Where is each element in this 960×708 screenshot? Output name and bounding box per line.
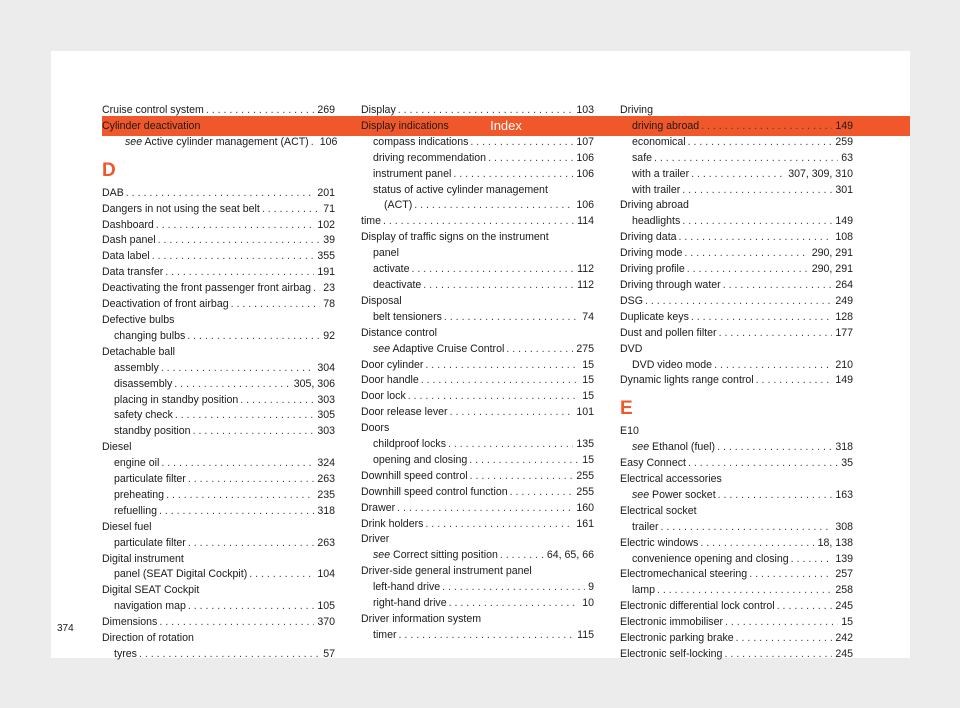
index-entry: assembly . . . 304	[102, 361, 335, 377]
index-entry: see Power socket . . . 163	[620, 488, 853, 504]
index-heading: Digital SEAT Cockpit	[102, 584, 200, 597]
index-entry: Door lock . . . 15	[361, 389, 594, 405]
index-entry: convenience opening and closing . . . 139	[620, 552, 853, 568]
index-entry: particulate filter . . . 263	[102, 536, 335, 552]
index-entry: Downhill speed control . . . 255	[361, 469, 594, 485]
index-entry: Electronic self-locking . . . 245	[620, 647, 853, 663]
index-entry: navigation map . . . 105	[102, 599, 335, 615]
index-entry: panel (SEAT Digital Cockpit) . . . 104	[102, 567, 335, 583]
index-entry: see Adaptive Cruise Control . . . 275	[361, 342, 594, 358]
index-entry: instrument panel . . . 106	[361, 167, 594, 183]
index-entry: DVD video mode . . . 210	[620, 358, 853, 374]
index-heading: Doors	[361, 422, 390, 435]
index-heading: Electrical socket	[620, 504, 697, 517]
index-entry: Electromechanical steering . . . 257	[620, 567, 853, 583]
index-heading: Defective bulbs	[102, 313, 175, 326]
index-entry: standby position . . . 303	[102, 424, 335, 440]
index-entry: placing in standby position . . . 303	[102, 393, 335, 409]
index-entry: disassembly . . . 305, 306	[102, 377, 335, 393]
index-entry: Electronic differential lock control . . . 245	[620, 599, 853, 615]
index-entry: lamp . . . 258	[620, 583, 853, 599]
index-entry: Data transfer . . . 191	[102, 265, 335, 281]
index-entry: Data label . . . 355	[102, 249, 335, 265]
index-heading: Driver-side general instrument panel	[361, 565, 532, 578]
index-entry: left-hand drive . . . 9	[361, 580, 594, 596]
index-entry: Cruise control system . . . 269	[102, 103, 335, 119]
index-entry: particulate filter . . . 263	[102, 472, 335, 488]
index-entry: Easy Connect . . . 35	[620, 456, 853, 472]
index-entry: driving recommendation . . . 106	[361, 151, 594, 167]
index-heading: Driving	[620, 104, 653, 116]
index-entry: childproof locks . . . 135	[361, 437, 594, 453]
index-heading: Detachable ball	[102, 345, 176, 358]
index-entry: Electronic parking brake . . . 242	[620, 631, 853, 647]
index-heading: DVD	[620, 342, 643, 355]
index-entry: trailer . . . 308	[620, 520, 853, 536]
index-entry: timer . . . 115	[361, 628, 594, 644]
index-entry: safety check . . . 305	[102, 408, 335, 424]
index-entry: Duplicate keys . . . 128	[620, 310, 853, 326]
index-heading: Diesel	[102, 441, 132, 454]
index-entry: Electronic immobiliser . . . 15	[620, 615, 853, 631]
entries-d	[102, 186, 335, 663]
index-entry: Deactivating the front passenger front airbag . . . 23	[102, 281, 335, 297]
index-heading: Direction of rotation	[102, 632, 194, 645]
index-heading-cont: panel	[373, 247, 399, 260]
index-entry: Door release lever . . . 101	[361, 405, 594, 421]
index-entry: DSG . . . 249	[620, 294, 853, 310]
index-entry: DAB . . . 201	[102, 186, 335, 202]
index-entry: Driving profile . . . 290, 291	[620, 262, 853, 278]
index-entry: Driving mode . . . 290, 291	[620, 246, 853, 262]
index-entry: Door handle . . . 15	[361, 373, 594, 389]
index-entry: Door cylinder . . . 15	[361, 358, 594, 374]
index-heading: Electrical accessories	[620, 473, 722, 486]
index-heading: Distance control	[361, 326, 437, 339]
index-entry: with a trailer . . . 307, 309, 310	[620, 167, 853, 183]
index-entry: (ACT) . . . 106	[361, 198, 594, 214]
index-column-3	[620, 103, 853, 663]
index-entry: opening and closing . . . 15	[361, 453, 594, 469]
section-letter-d: D	[102, 159, 116, 181]
index-entry: Electric windows . . . 18, 138	[620, 536, 853, 552]
index-heading: Disposal	[361, 294, 402, 307]
index-heading: Display of traffic signs on the instrument	[361, 231, 549, 244]
index-entry: headlights . . . 149	[620, 214, 853, 230]
index-entry: Drink holders . . . 161	[361, 517, 594, 533]
section-letter-e: E	[620, 398, 633, 420]
index-entry: compass indications . . . 107	[361, 135, 594, 151]
index-entry: Dangers in not using the seat belt . . . 71	[102, 202, 335, 218]
index-heading: E10	[620, 425, 639, 438]
index-entry: activate . . . 112	[361, 262, 594, 278]
entries-d-cont	[620, 103, 853, 389]
entries-c	[102, 103, 338, 151]
index-heading: Cylinder deactivation	[102, 119, 201, 132]
index-heading: Digital instrument	[102, 552, 184, 565]
index-heading: Driver	[361, 533, 390, 546]
index-page	[51, 51, 910, 658]
index-heading: Driving abroad	[620, 199, 689, 212]
index-heading: Diesel fuel	[102, 520, 152, 533]
index-entry: see Correct sitting position . . . 64, 65, 66	[361, 548, 594, 564]
index-entry: right-hand drive . . . 10	[361, 596, 594, 612]
index-entry: driving abroad . . . 149	[620, 119, 853, 135]
index-entry: preheating . . . 235	[102, 488, 335, 504]
index-entry: Driving through water . . . 264	[620, 278, 853, 294]
index-entry: Dash panel . . . 39	[102, 233, 335, 249]
index-column-2	[361, 103, 594, 644]
index-entry: see Active cylinder management (ACT) . . . 106	[102, 135, 335, 151]
index-entry: Driving data . . . 108	[620, 230, 853, 246]
page-title: Index	[490, 118, 522, 133]
index-entry: see Ethanol (fuel) . . . 318	[620, 440, 853, 456]
index-column-1	[102, 103, 338, 663]
index-entry: safe . . . 63	[620, 151, 853, 167]
index-entry: economical . . . 259	[620, 135, 853, 151]
index-entry: changing bulbs . . . 92	[102, 329, 335, 345]
page-number: 374	[57, 623, 74, 634]
entries-e	[620, 424, 853, 663]
index-entry: time . . . 114	[361, 214, 594, 230]
index-entry: Deactivation of front airbag . . . 78	[102, 297, 335, 313]
index-heading: Driver information system	[361, 613, 482, 625]
index-entry: Downhill speed control function . . . 255	[361, 485, 594, 501]
index-entry: refuelling . . . 318	[102, 504, 335, 520]
index-entry: Dashboard . . . 102	[102, 218, 335, 234]
index-entry: deactivate . . . 112	[361, 278, 594, 294]
index-entry: engine oil . . . 324	[102, 456, 335, 472]
index-heading: Display indications	[361, 119, 449, 132]
index-entry: belt tensioners . . . 74	[361, 310, 594, 326]
index-entry: Drawer . . . 160	[361, 501, 594, 517]
index-subheading: status of active cylinder management	[373, 183, 548, 196]
index-entry: Dimensions . . . 370	[102, 615, 335, 631]
index-entry: tyres . . . 57	[102, 647, 335, 663]
index-entry: Display . . . 103	[361, 103, 594, 119]
index-entry: Dust and pollen filter . . . 177	[620, 326, 853, 342]
index-entry: Dynamic lights range control . . . 149	[620, 373, 853, 389]
index-entry: with trailer . . . 301	[620, 183, 853, 199]
